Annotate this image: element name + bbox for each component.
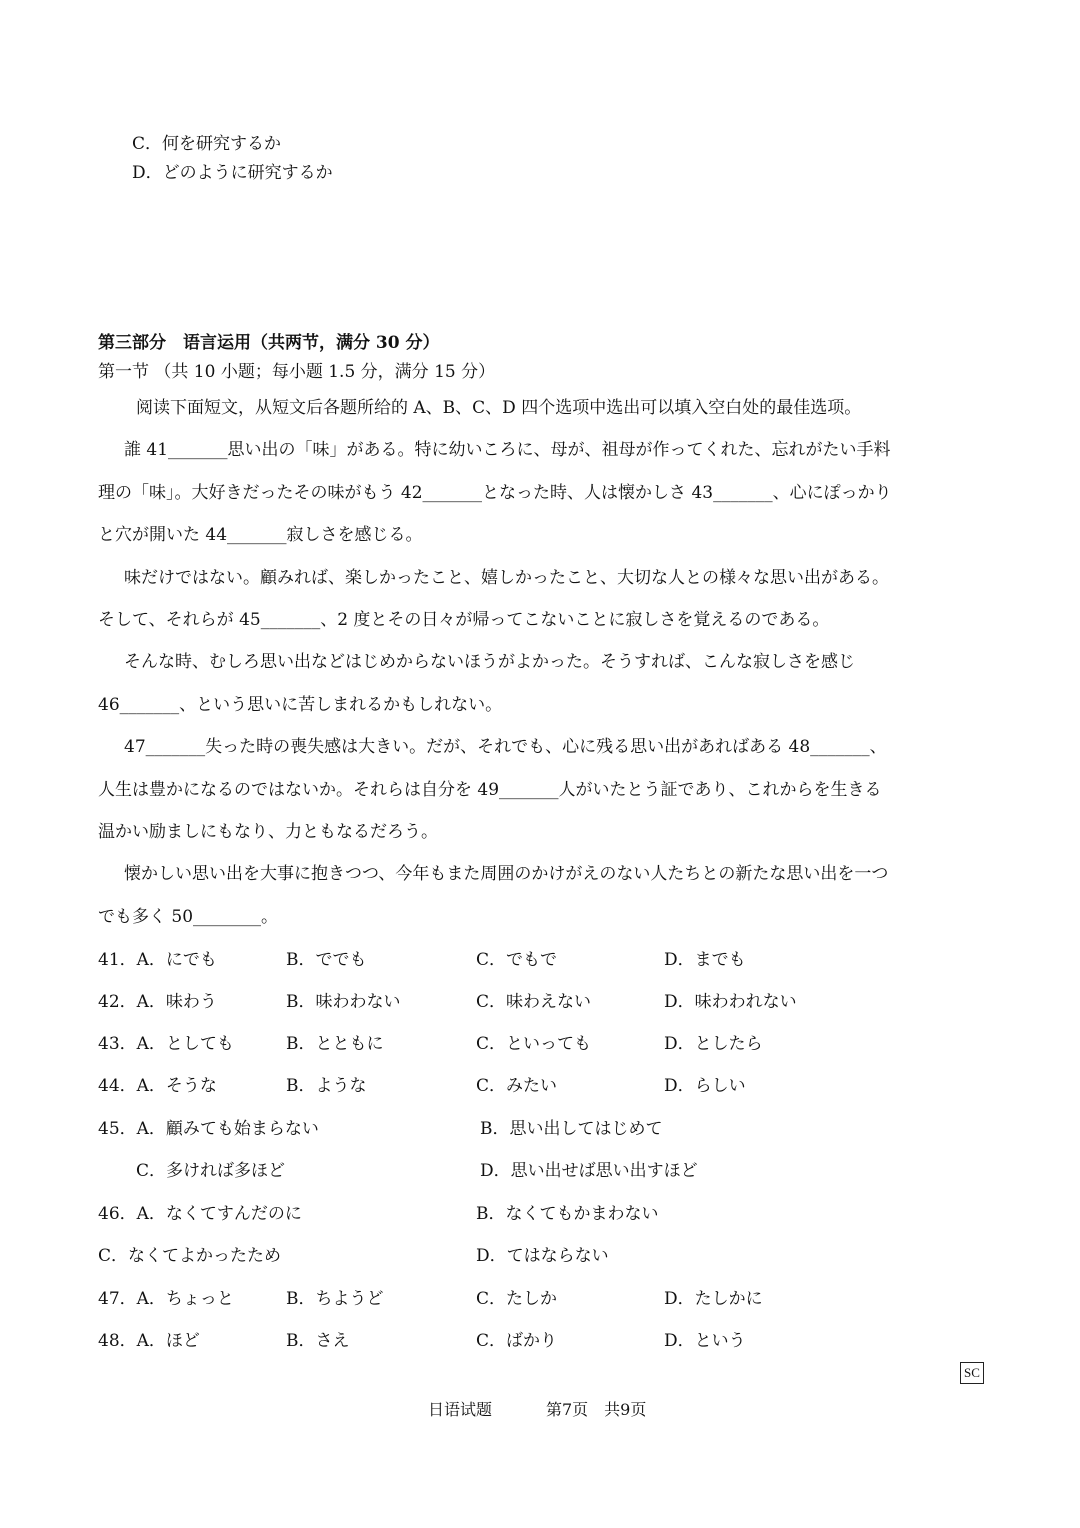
q41-option-b: B．ででも (286, 950, 367, 970)
q43-option-a: 43．A．としても (98, 1034, 234, 1054)
passage-line: 理の「味」。大好きだったその味がもう 42_______となった時、人は懐かしさ 43_______、心にぽっかり (98, 483, 892, 503)
passage-line: 誰 41_______思い出の「味」がある。特に幼いころに、母が、祖母が作ってくれた、忘れがたい手料 (124, 440, 891, 460)
q44-option-b: B．ような (286, 1076, 367, 1096)
passage-line: でも多く 50________。 (98, 907, 279, 927)
q48-option-a: 48．A．ほど (98, 1331, 200, 1351)
q48-option-d: D．という (664, 1331, 746, 1351)
q47-option-a: 47．A．ちょっと (98, 1289, 234, 1309)
passage-line: 人生は豊かになるのではないか。それらは自分を 49_______人がいたとう証であり、これからを生きる (98, 780, 882, 800)
q45-option-c: C．多ければ多ほど (136, 1161, 286, 1181)
passage-line: 47_______失った時の喪失感は大きい。だが、それでも、心に残る思い出があればある 48_______、 (124, 737, 887, 757)
passage-line: そして、それらが 45_______、2 度とその日々が帰ってこないことに寂しさを覚えるのである。 (98, 610, 830, 630)
q41-option-d: D．までも (664, 950, 746, 970)
q44-option-a: 44．A．そうな (98, 1076, 217, 1096)
q47-option-b: B．ちようど (286, 1289, 384, 1309)
q43-option-d: D．としたら (664, 1034, 763, 1054)
q46-option-c: C．なくてよかったため (98, 1246, 282, 1266)
passage-line: 46_______、という思いに苦しまれるかもしれない。 (98, 695, 503, 715)
passage-line: そんな時、むしろ思い出などはじめからないほうがよかった。そうすれば、こんな寂しさを感じ (124, 652, 855, 672)
passage-line: 温かい励ましにもなり、力ともなるだろう。 (98, 822, 438, 842)
q44-option-c: C．みたい (476, 1076, 558, 1096)
q47-option-d: D．たしかに (664, 1289, 763, 1309)
q41-option-c: C．でもで (476, 950, 558, 970)
q42-option-c: C．味わえない (476, 992, 592, 1012)
q44-option-d: D．らしい (664, 1076, 746, 1096)
q43-option-c: C．といっても (476, 1034, 592, 1054)
q45-option-a: 45．A．顧みても始まらない (98, 1119, 319, 1139)
passage-line: 味だけではない。顧みれば、楽しかったこと、嬉しかったこと、大切な人との様々な思い出がある。 (124, 568, 889, 588)
passage-line: と穴が開いた 44_______寂しさを感じる。 (98, 525, 423, 545)
passage-line: 懐かしい思い出を大事に抱きつつ、今年もまた周囲のかけがえのない人たちとの新たな思い出を一つ (124, 864, 889, 884)
q46-option-b: B．なくてもかまわない (476, 1204, 659, 1224)
footer-page-number: 第7页 共9页 (546, 1400, 647, 1419)
footer-subject: 日语试题 (428, 1400, 493, 1419)
q45-option-d: D．思い出せば思い出すほど (480, 1161, 698, 1181)
q42-option-b: B．味わわない (286, 992, 401, 1012)
q48-option-b: B．さえ (286, 1331, 350, 1351)
section-heading: 第三部分 语言运用（共两节，满分 30 分） (98, 333, 440, 353)
section-instruction: 阅读下面短文，从短文后各题所给的 A、B、C、D 四个选项中选出可以填入空白处的最佳选项。 (136, 398, 862, 418)
prev-option-c: C．何を研究するか (132, 134, 282, 154)
q46-option-d: D．てはならない (476, 1246, 609, 1266)
q42-option-d: D．味わわれない (664, 992, 797, 1012)
q46-option-a: 46．A．なくてすんだのに (98, 1204, 302, 1224)
q47-option-c: C．たしか (476, 1289, 558, 1309)
q43-option-b: B．とともに (286, 1034, 384, 1054)
q48-option-c: C．ばかり (476, 1331, 558, 1351)
q41-option-a: 41．A．にでも (98, 950, 217, 970)
prev-option-d: D．どのように研究するか (132, 163, 333, 183)
sc-stamp: SC (960, 1362, 984, 1384)
section-subheading: 第一节 （共 10 小题；每小题 1.5 分，满分 15 分） (98, 362, 496, 382)
q45-option-b: B．思い出してはじめて (480, 1119, 663, 1139)
q42-option-a: 42．A．味わう (98, 992, 217, 1012)
